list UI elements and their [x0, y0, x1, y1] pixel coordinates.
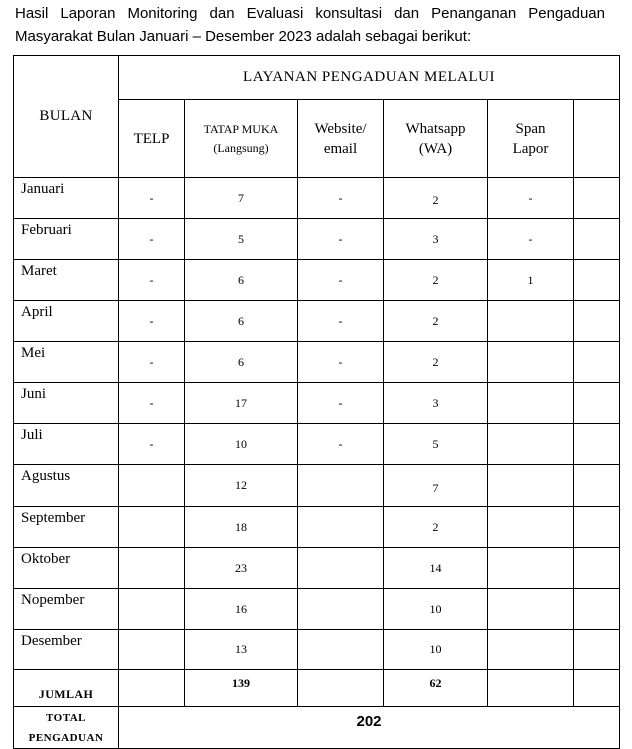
- tatap-muka-cell: 6: [185, 301, 298, 342]
- empty-cell: [574, 465, 620, 507]
- header-whatsapp-line1: Whatsapp: [405, 120, 466, 137]
- span-lapor-cell: 1: [488, 260, 574, 301]
- header-website-line2: email: [323, 140, 358, 157]
- wa-cell: 2: [384, 301, 488, 342]
- wa-cell: 2: [384, 342, 488, 383]
- header-span-lapor: [488, 100, 574, 178]
- header-whatsapp: [384, 100, 488, 178]
- header-empty: [574, 100, 620, 178]
- tatap-muka-cell: 5: [185, 219, 298, 260]
- tatap-muka-cell: 13: [185, 630, 298, 670]
- jumlah-wa: 62: [384, 670, 488, 707]
- table-row: [14, 178, 620, 219]
- span-lapor-cell: [488, 548, 574, 589]
- header-bulan: BULAN: [14, 56, 119, 178]
- header-website-line1: Website/: [314, 120, 367, 137]
- empty-cell: [574, 260, 620, 301]
- telp-cell: -: [119, 383, 185, 424]
- tatap-muka-cell: 10: [185, 424, 298, 465]
- wa-cell: 10: [384, 589, 488, 630]
- website-cell: [298, 548, 384, 589]
- month-cell: Januari: [14, 178, 119, 219]
- website-cell: [298, 589, 384, 630]
- wa-cell: 2: [384, 507, 488, 548]
- website-cell: -: [298, 260, 384, 301]
- intro-line-2: Masyarakat Bulan Januari – Desember 2023 adalah sebagai berikut:: [15, 28, 472, 45]
- month-cell: Juli: [14, 424, 119, 465]
- empty-cell: [574, 219, 620, 260]
- table-row: [14, 589, 620, 630]
- month-cell: Juni: [14, 383, 119, 424]
- jumlah-empty: [574, 670, 620, 707]
- tatap-muka-cell: 18: [185, 507, 298, 548]
- empty-cell: [574, 507, 620, 548]
- table-row: [14, 465, 620, 507]
- jumlah-span-lapor: [488, 670, 574, 707]
- header-tatap-muka-line2: (Langsung): [213, 140, 269, 155]
- empty-cell: [574, 630, 620, 670]
- empty-cell: [574, 301, 620, 342]
- telp-cell: -: [119, 260, 185, 301]
- complaint-report-table: [13, 55, 620, 749]
- span-lapor-cell: -: [488, 219, 574, 260]
- tatap-muka-cell: 7: [185, 178, 298, 219]
- tatap-muka-cell: 17: [185, 383, 298, 424]
- wa-cell: 3: [384, 219, 488, 260]
- empty-cell: [574, 342, 620, 383]
- span-lapor-cell: [488, 424, 574, 465]
- website-cell: -: [298, 383, 384, 424]
- total-row: [14, 707, 620, 749]
- telp-cell: [119, 465, 185, 507]
- jumlah-row: [14, 670, 620, 707]
- telp-cell: [119, 507, 185, 548]
- telp-cell: -: [119, 424, 185, 465]
- telp-cell: [119, 548, 185, 589]
- table-row: [14, 548, 620, 589]
- span-lapor-cell: [488, 301, 574, 342]
- header-telp: [119, 100, 185, 178]
- wa-cell: 7: [384, 465, 488, 507]
- span-lapor-cell: [488, 507, 574, 548]
- month-cell: Mei: [14, 342, 119, 383]
- wa-cell: 3: [384, 383, 488, 424]
- month-cell: Oktober: [14, 548, 119, 589]
- wa-cell: 14: [384, 548, 488, 589]
- wa-cell: 5: [384, 424, 488, 465]
- span-lapor-cell: -: [488, 178, 574, 219]
- header-span-lapor-line1: Span: [515, 120, 546, 137]
- website-cell: [298, 465, 384, 507]
- website-cell: [298, 507, 384, 548]
- header-tatap-muka: [185, 100, 298, 178]
- table-row: [14, 219, 620, 260]
- header-span-lapor-line2: Lapor: [512, 140, 549, 157]
- jumlah-website: [298, 670, 384, 707]
- empty-cell: [574, 383, 620, 424]
- month-cell: Desember: [14, 630, 119, 670]
- website-cell: -: [298, 301, 384, 342]
- wa-cell: 2: [384, 260, 488, 301]
- telp-cell: -: [119, 301, 185, 342]
- total-label: [14, 707, 119, 749]
- tatap-muka-cell: 23: [185, 548, 298, 589]
- table-row: [14, 383, 620, 424]
- wa-cell: 2: [384, 178, 488, 219]
- month-cell: Februari: [14, 219, 119, 260]
- month-cell: September: [14, 507, 119, 548]
- tatap-muka-cell: 6: [185, 342, 298, 383]
- telp-cell: [119, 589, 185, 630]
- month-cell: Agustus: [14, 465, 119, 507]
- website-cell: -: [298, 219, 384, 260]
- header-layanan: LAYANAN PENGADUAN MELALUI: [119, 56, 620, 100]
- tatap-muka-cell: 16: [185, 589, 298, 630]
- tatap-muka-cell: 12: [185, 465, 298, 507]
- table-row: [14, 301, 620, 342]
- table-row: [14, 342, 620, 383]
- span-lapor-cell: [488, 383, 574, 424]
- header-telp-line1: TELP: [133, 130, 170, 147]
- month-cell: Maret: [14, 260, 119, 301]
- total-label-line1: TOTAL: [46, 711, 86, 724]
- website-cell: -: [298, 178, 384, 219]
- month-cell: April: [14, 301, 119, 342]
- month-cell: Nopember: [14, 589, 119, 630]
- empty-cell: [574, 589, 620, 630]
- website-cell: -: [298, 342, 384, 383]
- jumlah-tatap-muka: 139: [185, 670, 298, 707]
- telp-cell: [119, 630, 185, 670]
- span-lapor-cell: [488, 589, 574, 630]
- total-value: 202: [119, 707, 620, 749]
- intro-line-1: Hasil Laporan Monitoring dan Evaluasi konsultasi dan Penanganan Pengaduan: [15, 5, 605, 22]
- table-row: [14, 630, 620, 670]
- tatap-muka-cell: 6: [185, 260, 298, 301]
- span-lapor-cell: [488, 630, 574, 670]
- website-cell: [298, 630, 384, 670]
- span-lapor-cell: [488, 465, 574, 507]
- empty-cell: [574, 178, 620, 219]
- span-lapor-cell: [488, 342, 574, 383]
- table-row: [14, 424, 620, 465]
- jumlah-label: JUMLAH: [14, 670, 119, 707]
- intro-paragraph: [15, 2, 605, 48]
- wa-cell: 10: [384, 630, 488, 670]
- empty-cell: [574, 548, 620, 589]
- header-tatap-muka-line1: TATAP MUKA: [203, 121, 279, 136]
- telp-cell: -: [119, 219, 185, 260]
- table-row: [14, 260, 620, 301]
- telp-cell: -: [119, 178, 185, 219]
- table-row: [14, 507, 620, 548]
- telp-cell: -: [119, 342, 185, 383]
- jumlah-telp: [119, 670, 185, 707]
- header-website: [298, 100, 384, 178]
- empty-cell: [574, 424, 620, 465]
- total-label-line2: PENGADUAN: [28, 731, 104, 744]
- header-row-1: [14, 56, 620, 100]
- header-whatsapp-line2: (WA): [418, 140, 453, 157]
- website-cell: -: [298, 424, 384, 465]
